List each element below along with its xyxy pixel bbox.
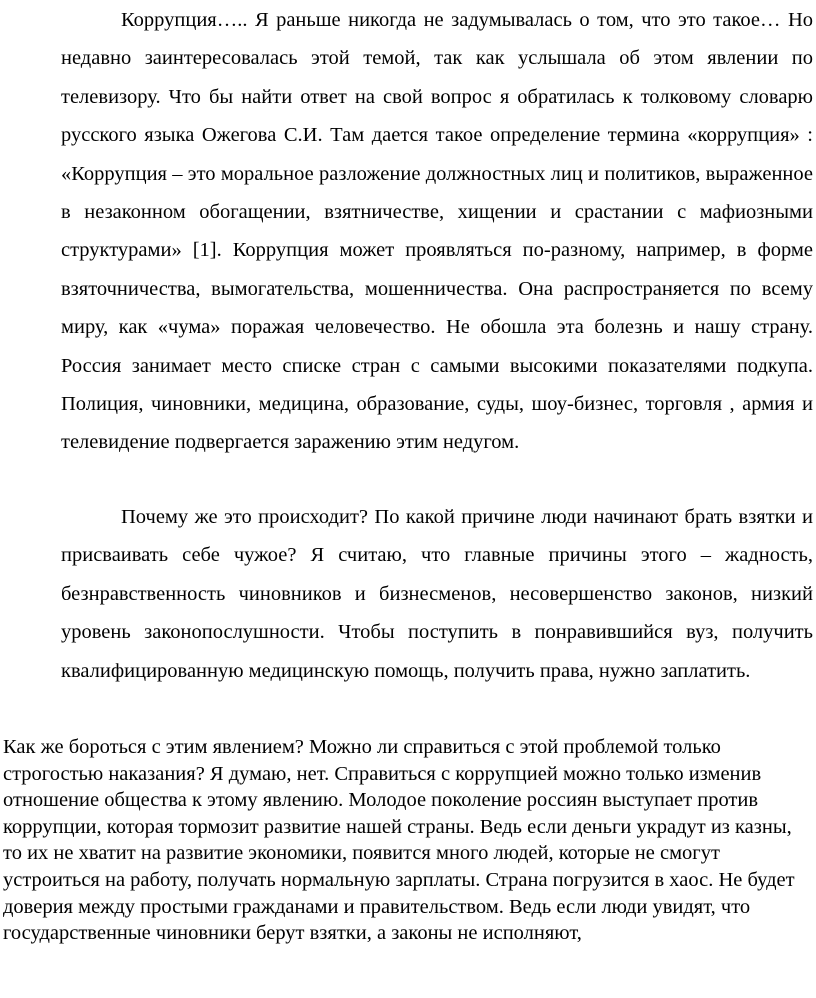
paragraph-intro: Коррупция….. Я раньше никогда не задумывалась о том, что это такое… Но недавно заинтересовалась этой темой, так как услышала об этом явлении по телевизору. Что бы найти ответ на свой вопрос я обратилась к толковому словарю русского языка Ожегова С.И. Там дается такое определение термина «коррупция» : «Коррупция – это моральное разложение должностных лиц и политиков, выраженное в незаконном обогащении, взятничестве, хищении и срастании с мафиозными структурами» [1]. Коррупция может проявляться по-разному, например, в форме взяточничества, вымогательства, мошенничества. Она распространяется по всему миру, как «чума» поражая человечество. Не обошла эта болезнь и нашу страну. Россия занимает место списке стран с самыми высокими показателями подкупа. Полиция, чиновники, медицина, образование, суды, шоу-бизнес, торговля , армия и телевидение подвергается заражению этим недугом. bbox=[61, 9, 813, 454]
paragraph-fight: Как же бороться с этим явлением? Можно ли справиться с этой проблемой только строгостью наказания? Я думаю, нет. Справиться с коррупцией можно только изменив отношение общества к этому явлению. Молодое поколение россиян выступает против коррупции, которая тормозит развитие нашей страны. Ведь если деньги украдут из казны, то их не хватит на развитие экономики, появится много людей, которые не смогут устроиться на работу, получать нормальную зарплаты. Страна погрузится в хаос. Не будет доверия между простыми гражданами и правительством. Ведь если люди увидят, что государственные чиновники берут взятки, а законы не исполняют, bbox=[3, 736, 795, 945]
paragraph-causes: Почему же это происходит? По какой причине люди начинают брать взятки и присваивать себе чужое? Я считаю, что главные причины этого – жадность, безнравственность чиновников и бизнесменов, несовершенство законов, низкий уровень законопослушности. Чтобы поступить в понравившийся вуз, получить квалифицированную медицинскую помощь, получить права, нужно заплатить. bbox=[61, 506, 813, 682]
